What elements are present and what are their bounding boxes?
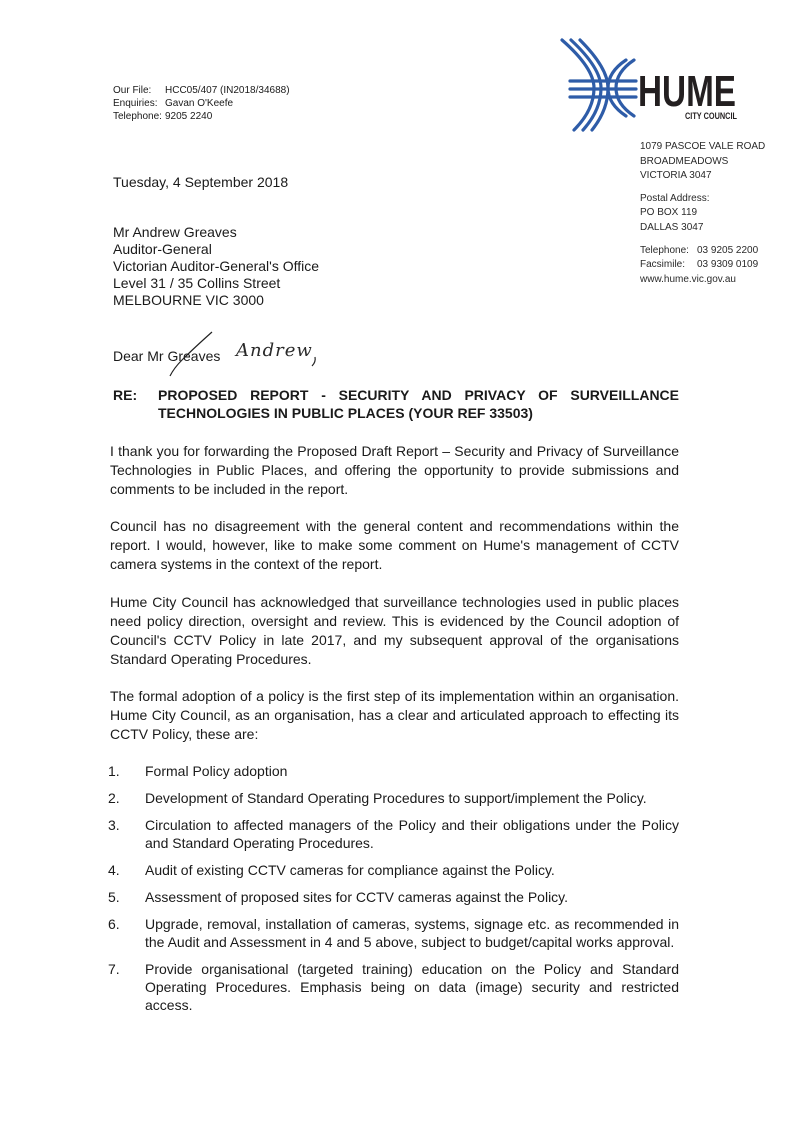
body-paragraph: Hume City Council has acknowledged that surveillance technologies used in public places need policy direction, oversight and review. This is evidenced by the Council adoption of Council's CCTV Policy in late 2017, and my subsequent approval of the organisations Standard Operating Procedures.: [110, 594, 679, 667]
po-box: PO BOX 119: [640, 207, 698, 219]
subject-text: PROPOSED REPORT - SECURITY AND PRIVACY OF SURVEILLANCE TECHNOLOGIES IN PUBLIC PLACES (YOUR REF 33503): [158, 387, 679, 421]
body-paragraph: Council has no disagreement with the general content and recommendations within the report. I would, however, like to make some comment on Hume's management of CCTV camera systems in the context of the report.: [110, 518, 679, 572]
list-item: [108, 816, 679, 852]
subject-label: RE:: [113, 387, 138, 403]
recipient-name: Mr Andrew Greaves: [113, 224, 237, 240]
recipient-office: Victorian Auditor-General's Office: [113, 258, 320, 274]
policy-steps-list: [108, 762, 679, 1023]
enquiries-label: Enquiries:: [113, 98, 158, 109]
recipient-city: MELBOURNE VIC 3000: [113, 292, 264, 308]
list-item-text: Audit of existing CCTV cameras for compliance against the Policy.: [145, 862, 555, 878]
list-item-number: 2.: [108, 790, 120, 806]
handwritten-comma-mark: [310, 356, 320, 368]
recipient-title: Auditor-General: [113, 241, 212, 257]
list-item-number: 5.: [108, 889, 120, 905]
list-item-number: 1.: [108, 763, 120, 779]
list-item: [108, 789, 679, 807]
list-item: [108, 762, 679, 780]
council-state: VICTORIA 3047: [640, 170, 712, 182]
logo-subtitle: CITY COUNCIL: [685, 111, 738, 122]
salutation: Dear Mr Greaves: [113, 348, 221, 364]
recipient-street: Level 31 / 35 Collins Street: [113, 275, 281, 291]
list-item-number: 7.: [108, 961, 120, 977]
list-item-text: Circulation to affected managers of the Policy and their obligations under the Policy and Standard Operating Procedures.: [145, 817, 679, 851]
letter-date: Tuesday, 4 September 2018: [113, 174, 289, 190]
enquiries-value: Gavan O'Keefe: [165, 98, 234, 109]
handwritten-name: Andrew: [236, 340, 313, 361]
logo-wordmark: HUME: [638, 67, 736, 116]
list-item: [108, 861, 679, 879]
list-item: [108, 960, 679, 1014]
list-item-text: Assessment of proposed sites for CCTV cameras against the Policy.: [145, 889, 569, 905]
file-reference-block: [113, 84, 290, 123]
list-item-number: 3.: [108, 817, 120, 833]
list-item-text: Development of Standard Operating Procedures to support/implement the Policy.: [145, 790, 647, 806]
list-item-number: 4.: [108, 862, 120, 878]
body-paragraph: I thank you for forwarding the Proposed Draft Report – Security and Privacy of Surveillance Technologies in Public Places, and offering the opportunity to provide submissions and comments to be included in the report.: [110, 443, 679, 497]
council-facsimile-label: Facsimile:: [640, 259, 686, 271]
council-street: 1079 PASCOE VALE ROAD: [640, 141, 766, 152]
handwritten-strike-mark: [160, 330, 220, 378]
council-address-block: [640, 140, 765, 287]
council-suburb: BROADMEADOWS: [640, 155, 729, 167]
our-file-value: HCC05/407 (IN2018/34688): [165, 85, 290, 96]
hume-wave-logo-icon: [560, 38, 740, 133]
postal-suburb: DALLAS 3047: [640, 221, 704, 233]
list-item-number: 6.: [108, 916, 120, 932]
telephone-value: 9205 2240: [165, 111, 213, 122]
council-facsimile: 03 9309 0109: [697, 259, 759, 271]
telephone-label: Telephone:: [113, 111, 162, 122]
list-item-text: Upgrade, removal, installation of cameras, systems, signage etc. as recommended in the Audit and Assessment in 4 and 5 above, subject to budget/capital works approval.: [145, 916, 679, 950]
list-item: [108, 888, 679, 906]
subject-heading: [113, 386, 679, 422]
hume-city-council-logo: [560, 38, 740, 133]
recipient-address-block: [113, 224, 319, 309]
postal-address-label: Postal Address:: [640, 192, 710, 204]
council-website-link[interactable]: www.hume.vic.gov.au: [640, 273, 736, 285]
list-item-text: Provide organisational (targeted training) education on the Policy and Standard Operating Procedures. Emphasis being on data (image) security and restricted access.: [145, 961, 679, 1013]
council-telephone: 03 9205 2200: [697, 244, 759, 256]
our-file-label: Our File:: [113, 85, 152, 96]
list-item-text: Formal Policy adoption: [145, 763, 288, 779]
list-item: [108, 915, 679, 951]
council-telephone-label: Telephone:: [640, 244, 689, 256]
body-paragraph: The formal adoption of a policy is the first step of its implementation within an organisation. Hume City Council, as an organisation, has a clear and articulated approach to effecting its CCTV Policy, these are:: [110, 688, 679, 742]
